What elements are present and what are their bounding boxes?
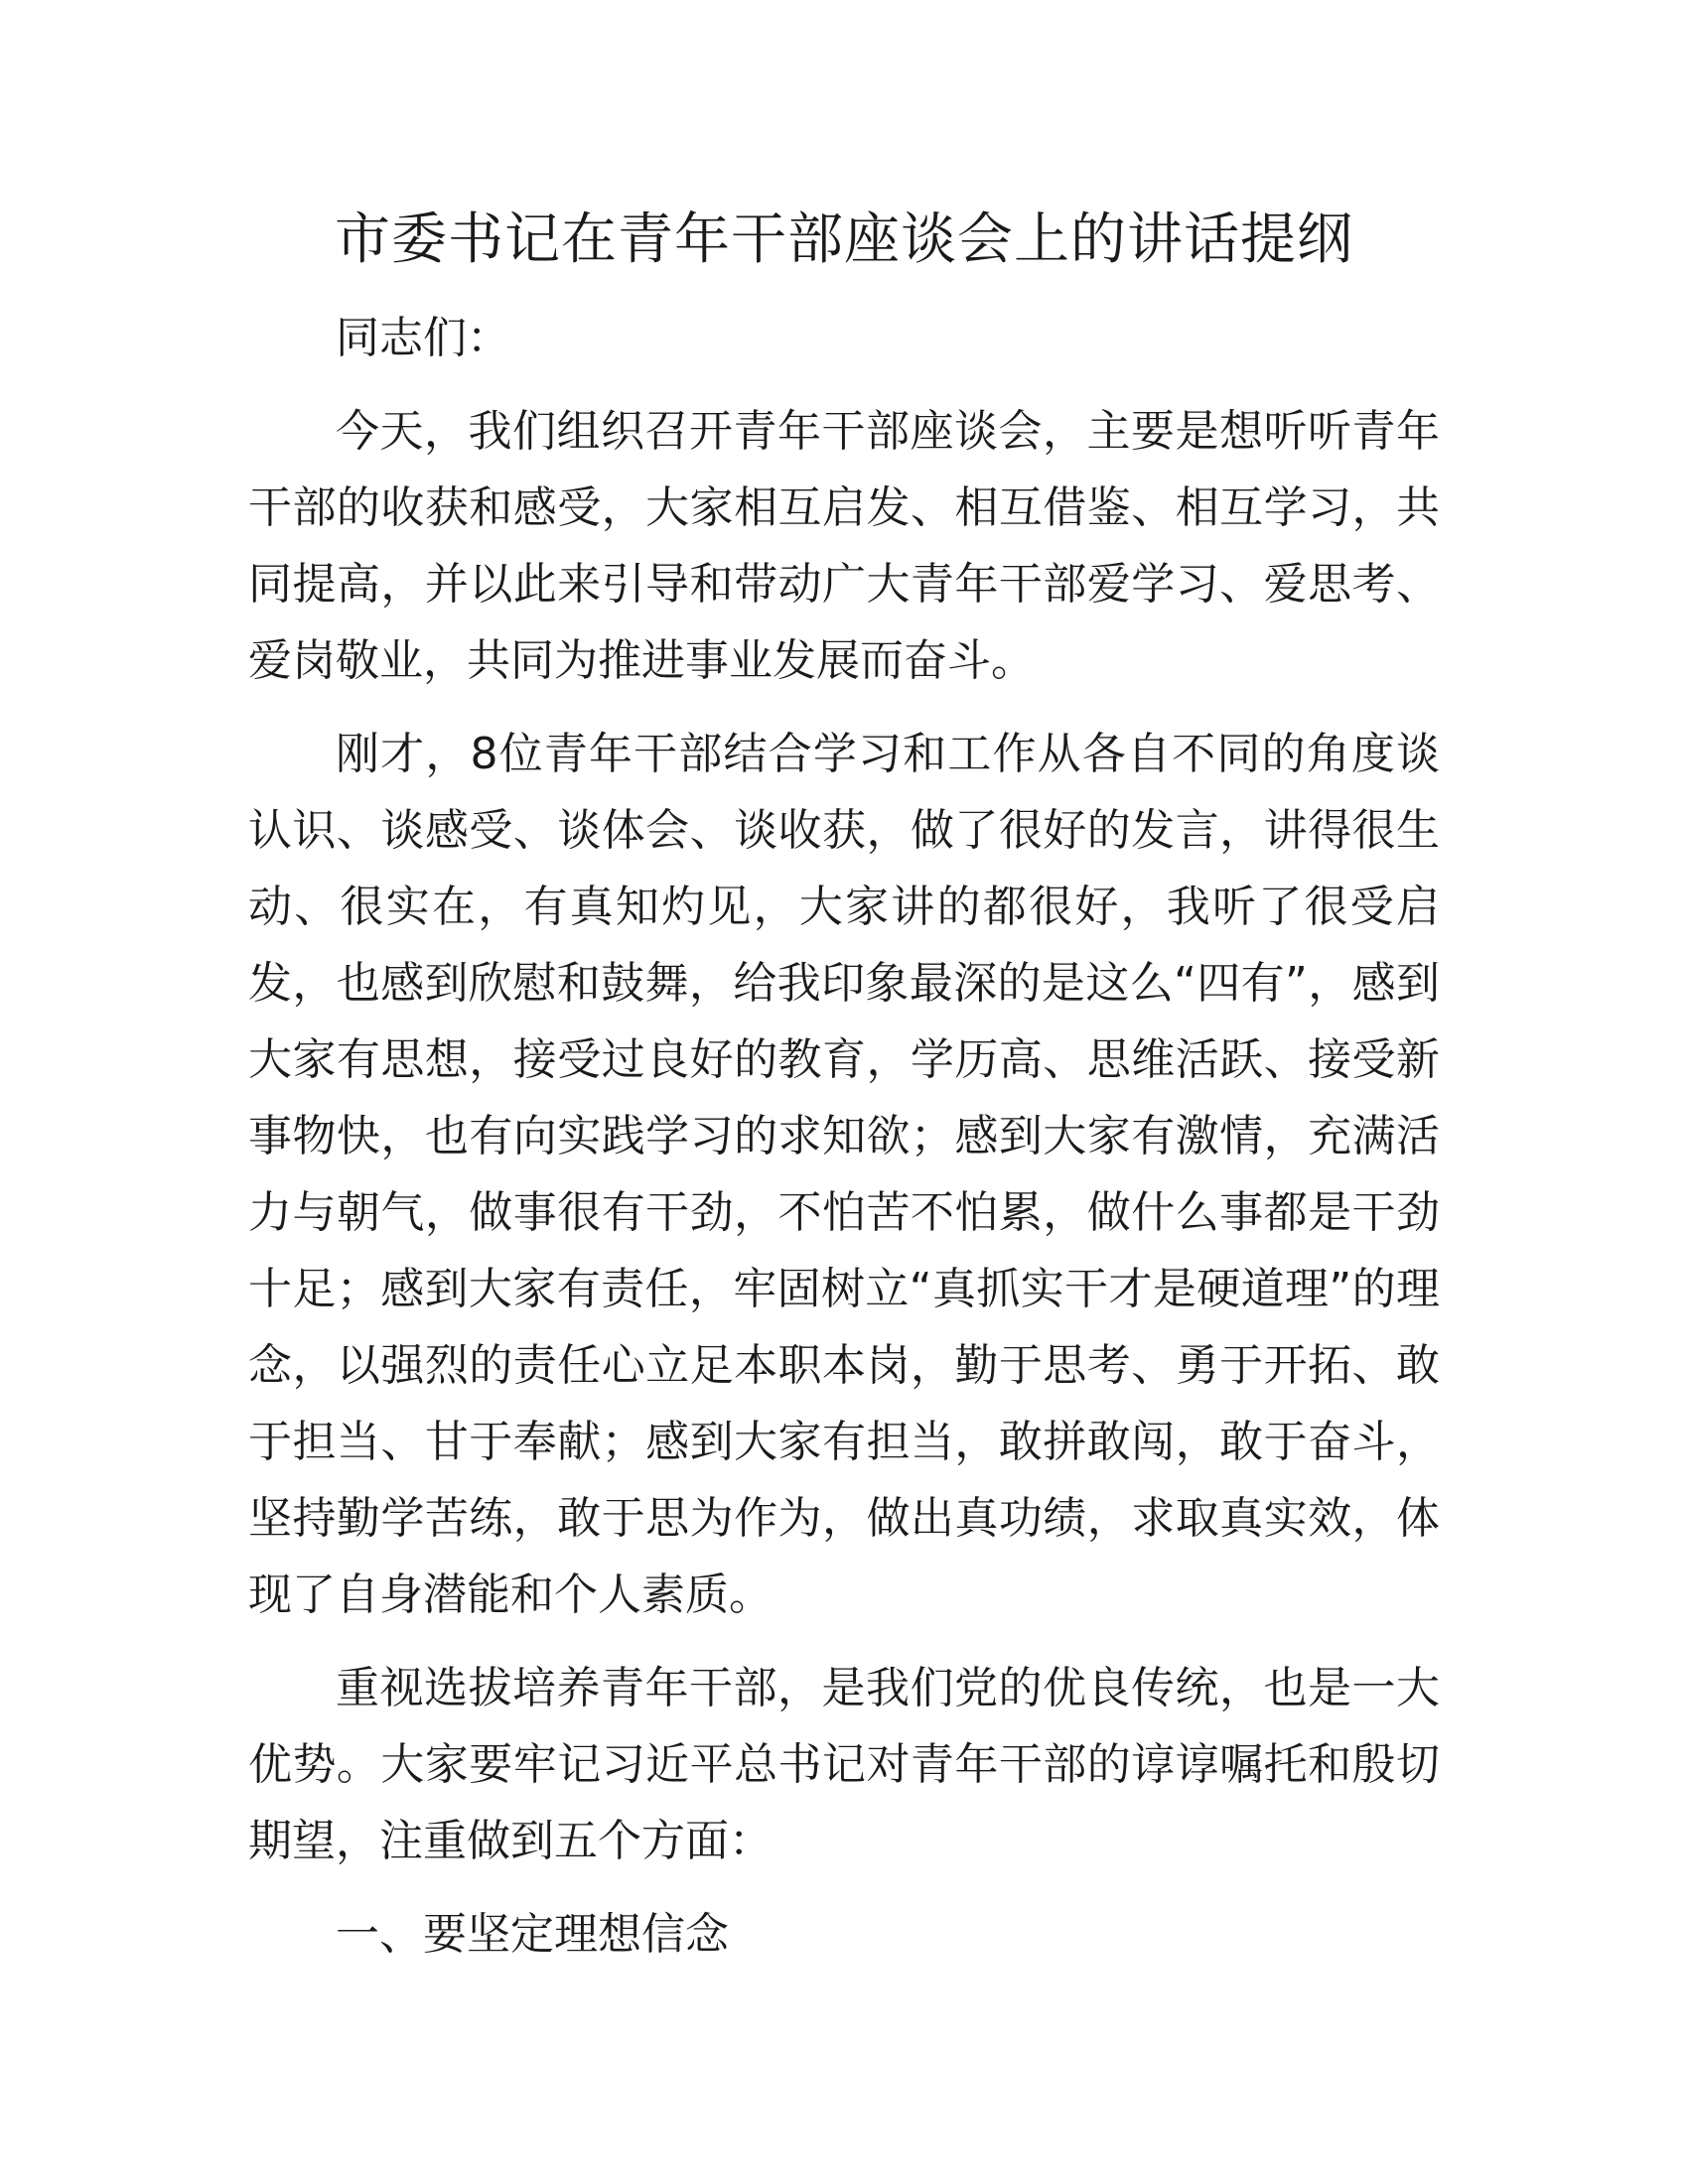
paragraph-five-aspects: 重视选拔培养青年干部，是我们党的优良传统，也是一大优势。大家要牢记习近平总书记对青年干部的谆谆嘱托和殷切期望，注重做到五个方面： [248, 1663, 1440, 1866]
paragraph-opening: 今天，我们组织召开青年干部座谈会，主要是想听听青年干部的收获和感受，大家相互启发、相互借鉴、相互学习，共同提高，并以此来引导和带动广大青年干部爱学习、爱思考、爱岗敬业，共同为推进事业发展而奋斗。 [248, 406, 1440, 686]
document-page [248, 199, 1440, 1973]
salutation: 同志们： [336, 313, 510, 363]
paragraph-speeches: 刚才，8位青年干部结合学习和工作从各自不同的角度谈认识、谈感受、谈体会、谈收获，做了很好的发言，讲得很生动、很实在，有真知灼见，大家讲的都很好，我听了很受启发，也感到欣慰和鼓舞，给我印象最深的是这么“四有”，感到大家有思想，接受过良好的教育，学历高、思维活跃、接受新事物快，也有向实践学习的求知欲；感到大家有激情，充满活力与朝气，做事很有干劲，不怕苦不怕累，做什么事都是干劲十足；感到大家有责任，牢固树立“真抓实干才是硬道理”的理念，以强烈的责任心立足本职本岗，勤于思考、勇于开拓、敢于担当、甘于奉献；感到大家有担当，敢拼敢闯，敢于奋斗，坚持勤学苦练，敢于思为作为，做出真功绩，求取真实效，体现了自身潜能和个人素质。 [248, 729, 1440, 1620]
document-title: 市委书记在青年干部座谈会上的讲话提纲 [335, 207, 1353, 272]
section-heading-1: 一、要坚定理想信念 [336, 1909, 729, 1960]
